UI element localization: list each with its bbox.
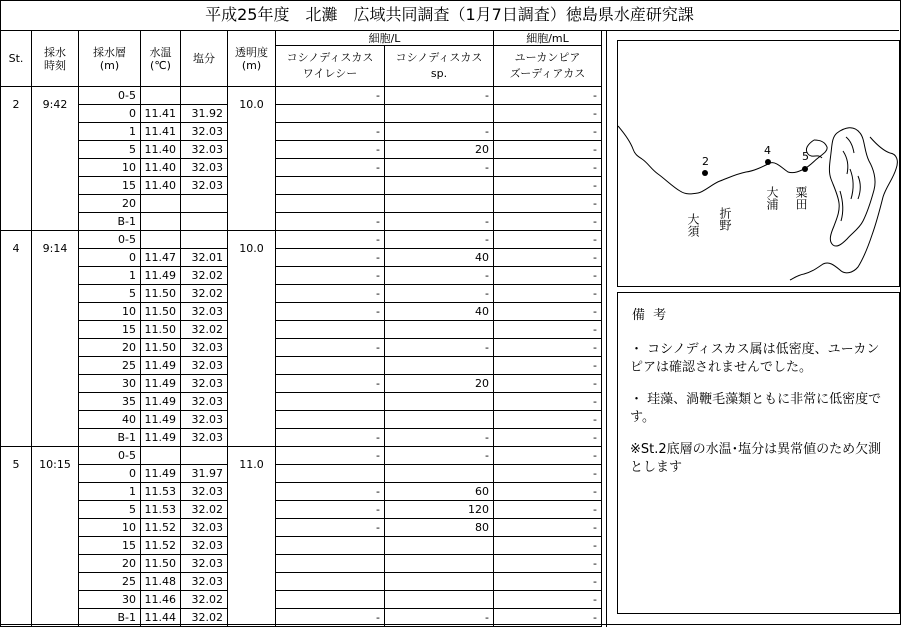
clarity-text: 11.0 [239,458,264,471]
temp-cell: 11.49 [141,375,181,393]
eucampia-cell: - [494,573,602,591]
temp-cell: 11.44 [141,609,181,627]
eucampia-cell: - [494,429,602,447]
salinity-cell: 31.97 [181,465,228,483]
station-5-marker [802,166,808,172]
coscino-sp-cell: 80 [385,519,494,537]
depth-cell: 0 [79,249,141,267]
table-row [1,501,607,519]
coscino-sp-cell [385,555,494,573]
coscino-w-cell: - [276,159,385,177]
table-row [1,411,607,429]
temp-cell: 11.49 [141,465,181,483]
coscino-sp-cell: 20 [385,375,494,393]
eucampia-cell: - [494,231,602,249]
coscino-sp-cell: - [385,447,494,465]
table-row [1,519,607,537]
place-label-ouragi: 大浦 [765,186,779,210]
coscino-w-cell: - [276,249,385,267]
temp-cell: 11.50 [141,285,181,303]
salinity-cell: 32.03 [181,375,228,393]
salinity-cell: 32.03 [181,123,228,141]
salinity-cell: 32.02 [181,321,228,339]
eucampia-cell: - [494,483,602,501]
eucampia-cell: - [494,249,602,267]
eucampia-cell: - [494,159,602,177]
clarity-text: 10.0 [239,98,264,111]
temp-cell [141,213,181,231]
station-2-marker [702,170,708,176]
salinity-cell [181,213,228,231]
coscino-w-cell [276,321,385,339]
temp-cell: 11.52 [141,537,181,555]
depth-cell: 20 [79,339,141,357]
depth-cell: 40 [79,411,141,429]
salinity-cell: 32.03 [181,483,228,501]
depth-cell: 10 [79,159,141,177]
header-coscino-w: コシノディスカス ワイレシー [276,46,385,87]
eucampia-cell: - [494,591,602,609]
header-layer: 採水層 (m) [79,31,141,87]
depth-cell: B-1 [79,429,141,447]
eucampia-cell: - [494,447,602,465]
coscino-sp-cell [385,357,494,375]
coastline-path [618,126,827,194]
eucampia-cell: - [494,519,602,537]
salinity-cell: 32.03 [181,177,228,195]
coscino-sp-cell: - [385,87,494,105]
depth-cell: 0-5 [79,447,141,465]
salinity-cell: 32.03 [181,357,228,375]
header-salinity: 塩分 [181,31,228,87]
depth-cell: 25 [79,573,141,591]
coscino-w-cell: - [276,303,385,321]
eucampia-cell: - [494,555,602,573]
eucampia-cell: - [494,177,602,195]
coscino-w-cell [276,555,385,573]
coscino-w-cell [276,465,385,483]
coscino-w-cell: - [276,519,385,537]
eucampia-cell: - [494,393,602,411]
station-id [1,447,32,627]
eucampia-cell: - [494,105,602,123]
remarks-line: ・ 珪藻、渦鞭毛藻類ともに非常に低密度です。 [630,392,882,425]
coscino-sp-cell: - [385,285,494,303]
temp-cell: 11.50 [141,321,181,339]
eucampia-cell: - [494,195,602,213]
depth-cell: 5 [79,501,141,519]
eucampia-cell: - [494,321,602,339]
temp-cell: 11.48 [141,573,181,591]
salinity-cell: 32.03 [181,573,228,591]
temp-cell: 11.41 [141,105,181,123]
coastline-map [618,41,899,286]
depth-cell: 5 [79,285,141,303]
station-id [1,87,32,231]
depth-cell: 0-5 [79,231,141,249]
table-row [1,573,607,591]
coscino-sp-cell [385,573,494,591]
temp-cell: 11.49 [141,267,181,285]
station-map [617,40,900,287]
coscino-sp-cell: - [385,429,494,447]
table-row [1,141,607,159]
clarity-text: 10.0 [239,242,264,255]
remarks-panel [617,292,900,614]
coscino-sp-cell: 40 [385,303,494,321]
salinity-cell: 32.03 [181,393,228,411]
salinity-cell: 32.03 [181,519,228,537]
depth-cell: 0 [79,465,141,483]
remarks-line: ※St.2底層の水温･塩分は異常値のため欠測とします [630,442,882,475]
table-row [1,213,607,231]
header-temp: 水温 (℃) [141,31,181,87]
temp-cell: 11.50 [141,555,181,573]
coscino-w-cell: - [276,429,385,447]
salinity-cell [181,231,228,249]
coscino-sp-cell: 40 [385,249,494,267]
island-texture [840,137,860,221]
remarks-body [630,341,892,491]
table-row [1,609,607,627]
temp-cell: 11.40 [141,177,181,195]
temp-cell [141,231,181,249]
depth-cell: 5 [79,141,141,159]
eucampia-cell: - [494,303,602,321]
eucampia-cell: - [494,123,602,141]
coscino-w-cell: - [276,483,385,501]
depth-cell: 10 [79,519,141,537]
sample-time-text: 9:14 [42,242,68,255]
station-id-text: 4 [12,242,20,255]
salinity-cell: 32.03 [181,159,228,177]
remarks-title: 備 考 [632,308,669,323]
temp-cell [141,195,181,213]
salinity-cell: 32.03 [181,411,228,429]
coscino-sp-cell [385,195,494,213]
salinity-cell: 32.02 [181,591,228,609]
header-eucampia: ユーカンピア ズーディアカス [494,46,602,87]
temp-cell: 11.49 [141,357,181,375]
eucampia-cell: - [494,537,602,555]
coscino-w-cell: - [276,375,385,393]
coscino-sp-cell: - [385,609,494,627]
header-unit-ml: 細胞/mL [494,31,602,46]
header-clarity: 透明度 (m) [228,31,276,87]
depth-cell: B-1 [79,213,141,231]
station-4-marker [765,159,771,165]
coscino-w-cell [276,195,385,213]
eucampia-cell: - [494,375,602,393]
salinity-cell: 32.03 [181,537,228,555]
table-row [1,195,607,213]
table-row [1,465,607,483]
eucampia-cell: - [494,465,602,483]
table-row [1,483,607,501]
eucampia-cell: - [494,501,602,519]
coscino-sp-cell: - [385,213,494,231]
coscino-sp-cell [385,321,494,339]
clarity-cell [228,87,276,231]
coscino-w-cell [276,591,385,609]
temp-cell [141,447,181,465]
table-row [1,393,607,411]
temp-cell: 11.53 [141,501,181,519]
clarity-cell [228,447,276,627]
table-row [1,555,607,573]
table-row [1,285,607,303]
coscino-sp-cell [385,411,494,429]
salinity-cell: 32.02 [181,285,228,303]
coscino-sp-cell: 120 [385,501,494,519]
sample-time-text: 10:15 [39,458,71,471]
temp-cell: 11.49 [141,429,181,447]
temp-cell: 11.49 [141,411,181,429]
table-row [1,447,607,465]
temp-cell: 11.47 [141,249,181,267]
table-row [1,123,607,141]
salinity-cell: 32.02 [181,609,228,627]
station-2-label: 2 [702,155,709,168]
eucampia-cell: - [494,141,602,159]
coscino-w-cell [276,177,385,195]
salinity-cell: 32.03 [181,141,228,159]
station-id-text: 5 [12,458,20,471]
temp-cell: 11.50 [141,339,181,357]
depth-cell: 1 [79,267,141,285]
header-coscino-sp: コシノディスカス sp. [385,46,494,87]
station-id-text: 2 [12,98,20,111]
coscino-sp-cell [385,105,494,123]
coscino-sp-cell: - [385,123,494,141]
header-time: 採水 時刻 [32,31,79,87]
table-row [1,267,607,285]
depth-cell: 30 [79,375,141,393]
coscino-w-cell [276,357,385,375]
table-row [1,591,607,609]
table-row [1,321,607,339]
header-unit-l: 細胞/L [276,31,494,46]
eucampia-cell: - [494,609,602,627]
depth-cell: 1 [79,123,141,141]
coscino-w-cell: - [276,123,385,141]
sample-time [32,231,79,447]
coscino-sp-cell [385,465,494,483]
coscino-sp-cell: - [385,339,494,357]
table-row [1,303,607,321]
coscino-w-cell: - [276,213,385,231]
eucampia-cell: - [494,357,602,375]
coscino-w-cell: - [276,609,385,627]
depth-cell: 0-5 [79,87,141,105]
salinity-cell [181,195,228,213]
depth-cell: 0 [79,105,141,123]
report-title: 平成25年度 北灘 広域共同調査（1月7日調査）徳島県水産研究課 [0,0,899,31]
salinity-cell: 32.03 [181,429,228,447]
salinity-cell: 32.02 [181,501,228,519]
coscino-w-cell: - [276,87,385,105]
coscino-sp-cell [385,591,494,609]
salinity-cell [181,87,228,105]
clarity-cell [228,231,276,447]
table-row [1,375,607,393]
coscino-w-cell: - [276,447,385,465]
table-row [1,231,607,249]
temp-cell: 11.53 [141,483,181,501]
salinity-cell: 31.92 [181,105,228,123]
coscino-w-cell [276,537,385,555]
eucampia-cell: - [494,411,602,429]
coscino-sp-cell: 60 [385,483,494,501]
coscino-w-cell [276,105,385,123]
coscino-w-cell: - [276,501,385,519]
sample-time [32,447,79,627]
depth-cell: 15 [79,177,141,195]
salinity-cell: 32.03 [181,339,228,357]
coscino-w-cell: - [276,339,385,357]
coscino-sp-cell: - [385,159,494,177]
eucampia-cell: - [494,213,602,231]
eucampia-cell: - [494,87,602,105]
coscino-sp-cell [385,393,494,411]
survey-table [0,30,607,627]
coscino-w-cell: - [276,267,385,285]
depth-cell: B-1 [79,609,141,627]
header-st: St. [1,31,32,87]
remarks-line: ・ コシノディスカス属は低密度、ユーカンピアは確認されませんでした。 [630,342,880,375]
coscino-w-cell: - [276,231,385,249]
salinity-cell: 32.01 [181,249,228,267]
depth-cell: 10 [79,303,141,321]
coscino-sp-cell [385,177,494,195]
coscino-sp-cell: 20 [385,141,494,159]
temp-cell: 11.46 [141,591,181,609]
salinity-cell: 32.02 [181,267,228,285]
depth-cell: 20 [79,195,141,213]
coscino-w-cell [276,411,385,429]
depth-cell: 20 [79,555,141,573]
station-4-label: 4 [764,144,771,157]
place-label-osu: 大須 [686,213,700,237]
table-row [1,339,607,357]
coscino-w-cell [276,393,385,411]
table-spacer [602,31,607,627]
table-row [1,357,607,375]
station-5-label: 5 [802,150,809,163]
temp-cell: 11.49 [141,393,181,411]
coscino-sp-cell: - [385,267,494,285]
salinity-cell: 32.03 [181,555,228,573]
place-label-awata: 粟田 [794,186,808,210]
depth-cell: 25 [79,357,141,375]
temp-cell: 11.40 [141,159,181,177]
salinity-cell [181,447,228,465]
depth-cell: 15 [79,537,141,555]
table-row [1,159,607,177]
eucampia-cell: - [494,339,602,357]
eucampia-cell: - [494,285,602,303]
temp-cell: 11.52 [141,519,181,537]
place-label-orino: 折野 [718,207,732,231]
temp-cell [141,87,181,105]
temp-cell: 11.50 [141,303,181,321]
table-row [1,87,607,105]
eucampia-cell: - [494,267,602,285]
table-row [1,429,607,447]
coscino-w-cell: - [276,141,385,159]
temp-cell: 11.40 [141,141,181,159]
table-row [1,177,607,195]
depth-cell: 30 [79,591,141,609]
station-id [1,231,32,447]
coscino-w-cell [276,573,385,591]
coscino-sp-cell: - [385,231,494,249]
sample-time-text: 9:42 [42,98,68,111]
sample-time [32,87,79,231]
depth-cell: 35 [79,393,141,411]
table-row [1,537,607,555]
depth-cell: 15 [79,321,141,339]
table-row [1,105,607,123]
coscino-w-cell: - [276,285,385,303]
coscino-sp-cell [385,537,494,555]
salinity-cell: 32.03 [181,303,228,321]
depth-cell: 1 [79,483,141,501]
table-row [1,249,607,267]
temp-cell: 11.41 [141,123,181,141]
